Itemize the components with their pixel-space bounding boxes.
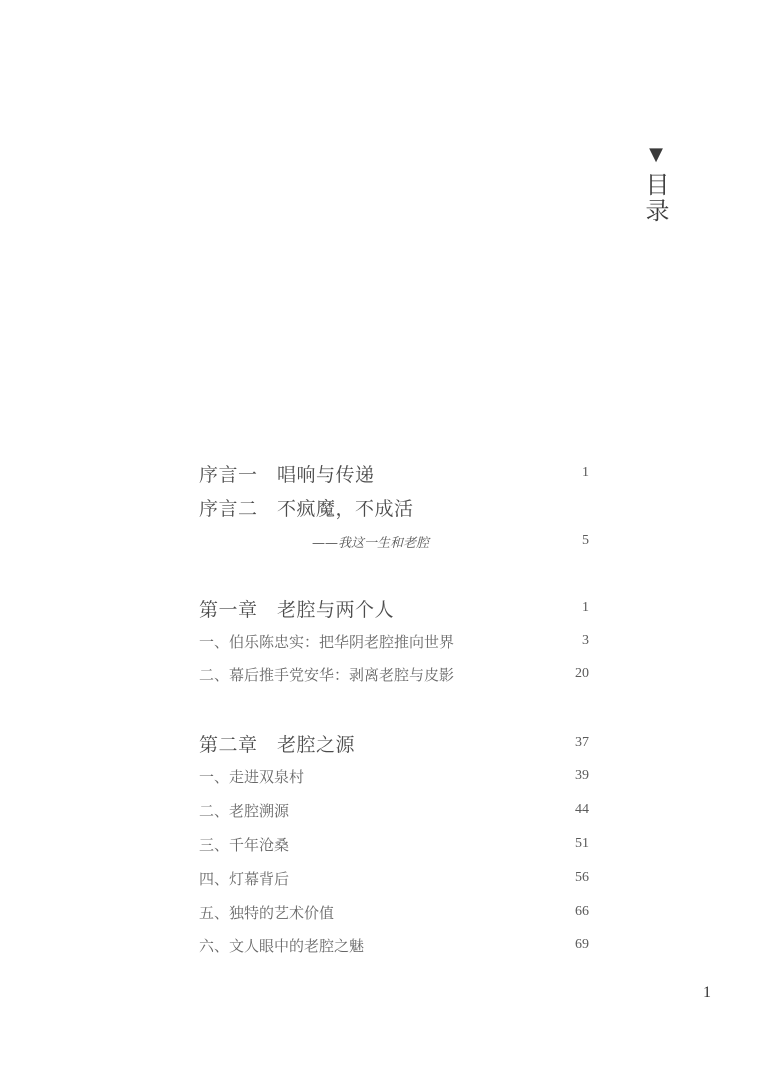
entry-page: 37 [575, 735, 589, 750]
entry-label: 二、老腔溯源 [199, 801, 290, 820]
entry-label: 六、文人眼中的老腔之魅 [199, 936, 365, 955]
entry-label: 一、伯乐陈忠实：把华阴老腔推向世界 [199, 632, 455, 651]
entry-label: 第二章 老腔之源 [199, 733, 356, 756]
entry-label: 四、灯幕背后 [199, 869, 290, 888]
entry-page: 56 [575, 870, 589, 885]
toc-entry-chapter-2[interactable] [199, 728, 591, 758]
entry-page: 69 [575, 937, 589, 952]
entry-page: 44 [575, 802, 589, 817]
toc-entry-chapter-1[interactable] [199, 593, 591, 623]
entry-label: 三、千年沧桑 [199, 835, 290, 854]
entry-label: 五、独特的艺术价值 [199, 903, 335, 922]
toc-title: 目录 [641, 172, 669, 224]
page-number: 1 [703, 984, 711, 1001]
toc-entry-preface-2-subtitle[interactable] [199, 526, 591, 556]
entry-label: 序言二 不疯魔，不成活 [199, 497, 414, 520]
entry-page: 3 [582, 633, 589, 648]
entry-page: 20 [575, 666, 589, 681]
toc-entry-section[interactable] [199, 761, 591, 791]
entry-page: 5 [582, 533, 589, 548]
entry-page: 51 [575, 836, 589, 851]
toc-entry-preface-1[interactable] [199, 458, 591, 488]
toc-entry-section[interactable] [199, 659, 591, 689]
triangle-down-icon: ▼ [649, 144, 663, 165]
toc-entry-section[interactable] [199, 863, 591, 893]
entry-page: 39 [575, 768, 589, 783]
entry-label: 二、幕后推手党安华：剥离老腔与皮影 [199, 665, 455, 684]
toc-heading [641, 144, 671, 224]
entry-subtitle: ——我这一生和老腔 [312, 535, 430, 551]
toc-entry-section[interactable] [199, 829, 591, 859]
toc-entry-section[interactable] [199, 626, 591, 656]
entry-page: 1 [582, 600, 589, 615]
entry-page: 1 [582, 465, 589, 480]
toc-entry-section[interactable] [199, 897, 591, 927]
entry-label: 一、走进双泉村 [199, 767, 305, 786]
toc-entry-preface-2[interactable] [199, 492, 591, 522]
toc-entry-section[interactable] [199, 795, 591, 825]
entry-page: 66 [575, 904, 589, 919]
entry-label: 序言一 唱响与传递 [199, 463, 375, 486]
toc-entry-section[interactable] [199, 930, 591, 960]
entry-label: 第一章 老腔与两个人 [199, 598, 395, 621]
